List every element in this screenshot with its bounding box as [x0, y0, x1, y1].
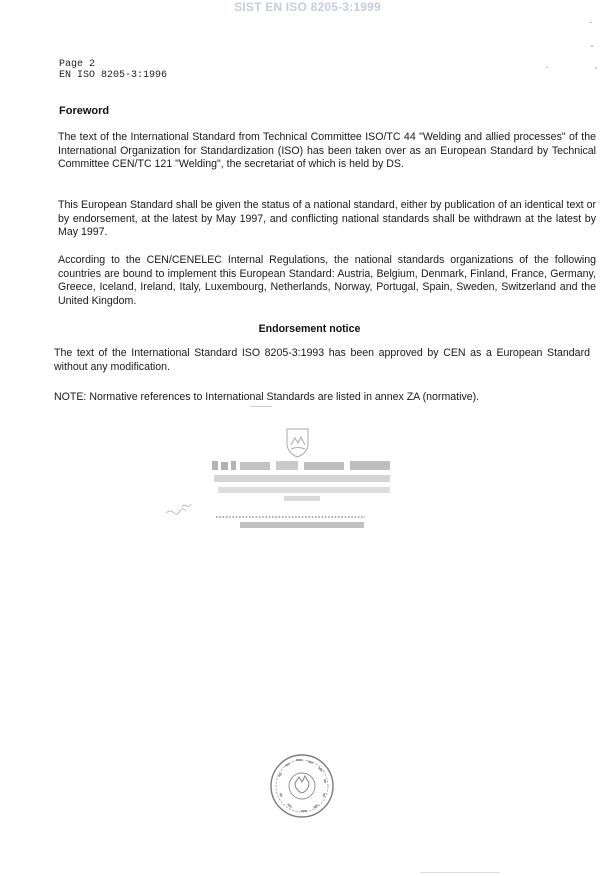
official-stamp: [160, 425, 400, 535]
page-header: [59, 59, 167, 81]
endorsement-title: Endorsement notice: [258, 323, 361, 335]
foreword-paragraph-1: The text of the International Standard from Technical Committee ISO/TC 44 "Welding and allied processes" of the International Organization for Standardization (ISO) has been taken over as an European Standard by Technical Committee CEN/TC 121 "Welding", the secretariat of which is held by DS.: [58, 131, 596, 170]
scan-speck: [595, 67, 597, 69]
foreword-paragraph-3: According to the CEN/CENELEC Internal Regulations, the national standards organizations of the following countries are bound to implement this European Standard: Austria, Belgium, Denmark, Finland, France, Germany, Greece, Iceland, Ireland, Italy, Luxembourg, Netherlands, Norway, Portugal, Spain, Sweden, Switzerland and the United Kingdom.: [58, 254, 596, 307]
doc-reference: EN ISO 8205-3:1996: [59, 70, 168, 81]
scan-speck: [591, 45, 593, 47]
endorsement-text: The text of the International Standard ISO 8205-3:1993 has been approved by CEN as a European Standard without any modification.: [54, 347, 590, 373]
page-label: Page 2: [59, 59, 96, 70]
foreword-paragraph-2: This European Standard shall be given the status of a national standard, either by publication of an identical text or by endorsement, at the latest by May 1997, and conflicting national standards shall be withdrawn at the latest by May 1997.: [58, 199, 596, 238]
scan-speck: [589, 22, 592, 23]
watermark: SIST EN ISO 8205-3:1999: [234, 0, 381, 14]
round-seal-graphic: [268, 752, 336, 820]
scan-speck: [420, 872, 500, 873]
scan-speck: [546, 67, 548, 68]
official-stamp-graphic: [160, 425, 400, 535]
normative-note: NOTE: Normative references to International Standards are listed in annex ZA (normative).: [54, 391, 480, 403]
scan-speck: [250, 406, 272, 407]
round-seal: [268, 752, 336, 820]
foreword-title: Foreword: [59, 105, 110, 117]
